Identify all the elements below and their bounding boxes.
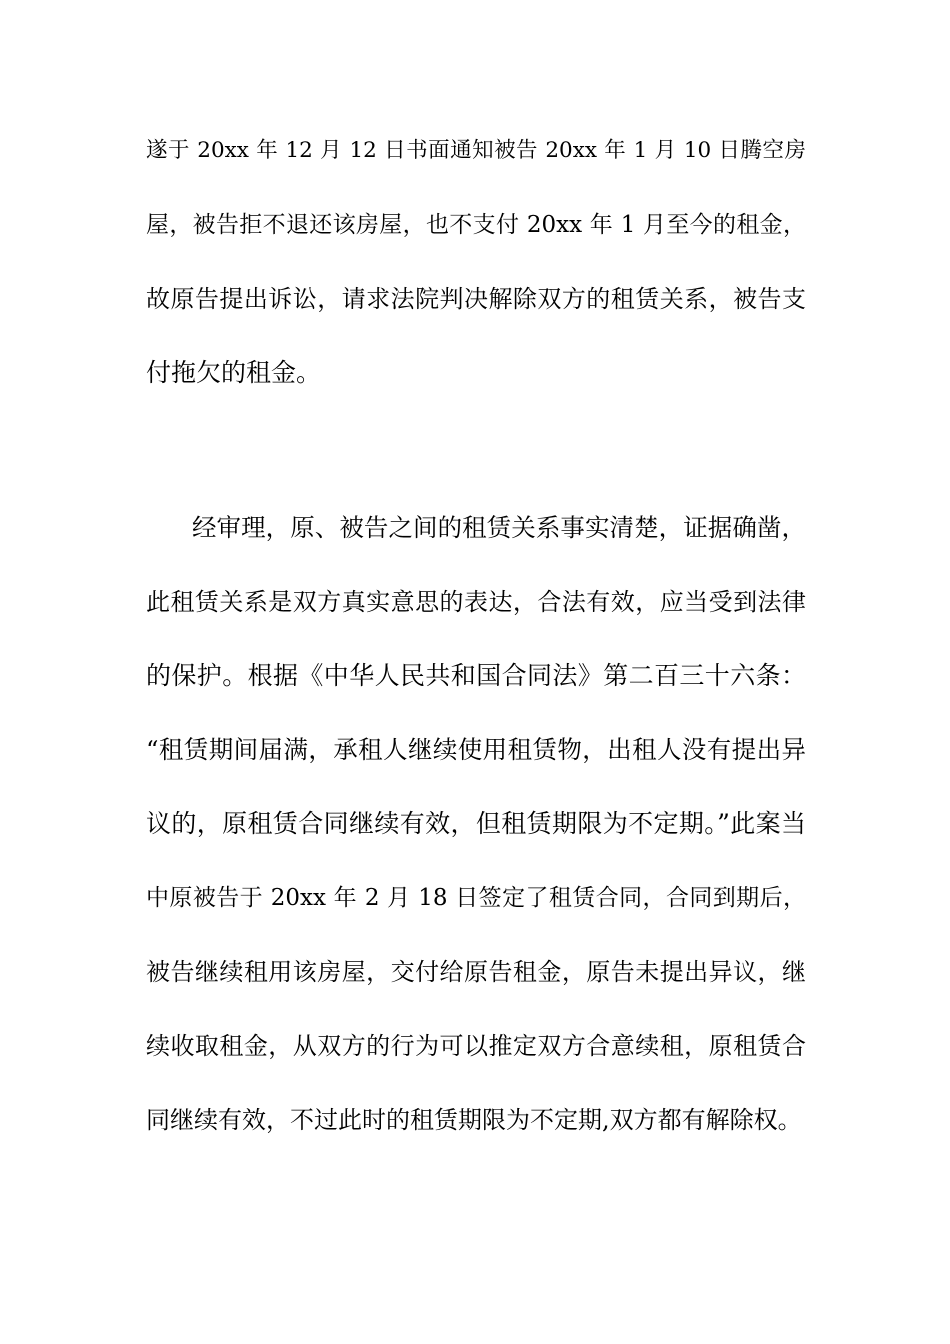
paragraph-2-line: 经审理，原、被告之间的租赁关系事实清楚，证据确凿， <box>192 513 806 542</box>
paragraph-2-line: 议的，原租赁合同继续有效，但租赁期限为不定期。”此案当 <box>146 809 806 838</box>
paragraph-1-line: 屋，被告拒不退还该房屋，也不支付 20xx 年 1 月至今的租金， <box>146 212 806 238</box>
paragraph-2-line: 续收取租金，从双方的行为可以推定双方合意续租，原租赁合 <box>146 1032 806 1060</box>
paragraph-2-line: 的保护。根据《中华人民共和国合同法》第二百三十六条： <box>146 661 806 690</box>
paragraph-2-line: 中原被告于 20xx 年 2 月 18 日签定了租赁合同，合同到期后， <box>146 885 806 911</box>
paragraph-2-line: 被告继续租用该房屋，交付给原告租金，原告未提出异议，继 <box>146 958 806 986</box>
paragraph-2-line: 此租赁关系是双方真实意思的表达，合法有效，应当受到法律 <box>146 588 806 616</box>
paragraph-1-line: 遂于 20xx 年 12 月 12 日书面通知被告 20xx 年 1 月 10 日腾空房 <box>146 138 806 163</box>
paragraph-2-line: “租赁期间届满，承租人继续使用租赁物，出租人没有提出异 <box>146 735 806 764</box>
paragraph-2-line: 同继续有效，不过此时的租赁期限为不定期,双方都有解除权。 <box>146 1106 802 1134</box>
paragraph-1-line: 付拖欠的租金。 <box>146 358 322 387</box>
paragraph-1-line: 故原告提出诉讼，请求法院判决解除双方的租赁关系，被告支 <box>146 285 806 313</box>
